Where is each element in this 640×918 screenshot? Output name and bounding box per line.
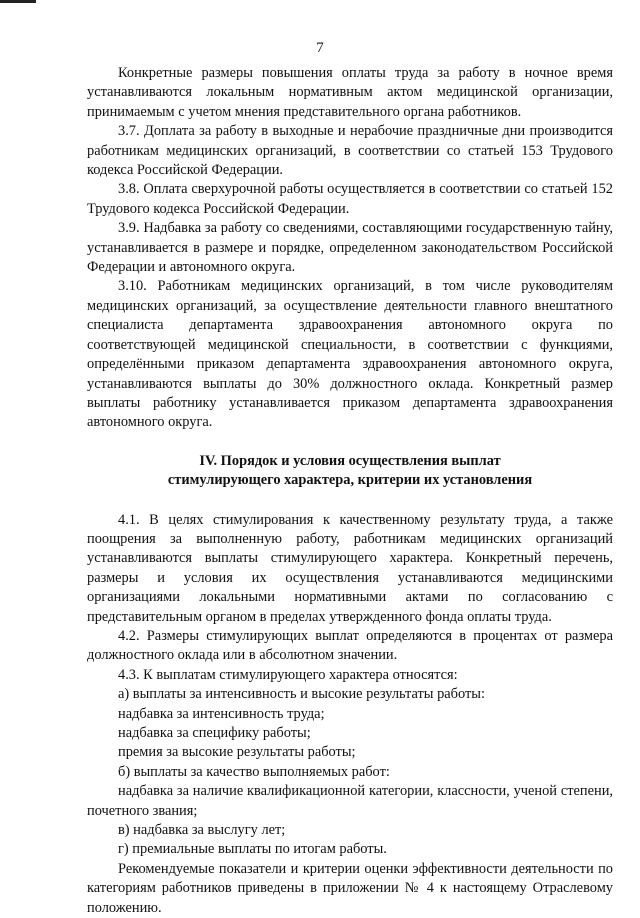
paragraph-3-9: 3.9. Надбавка за работу со сведениями, составляющими государственную тайну, устанавливается в размере и порядке, определенном законодательством Российской Федерации и автономного округа. xyxy=(87,220,613,276)
list-subitem-bonus: премия за высокие результаты работы; xyxy=(118,744,356,761)
section-heading-line2: стимулирующего характера, критерии их установления xyxy=(167,472,533,489)
list-item-g: г) премиальные выплаты по итогам работы. xyxy=(118,841,387,858)
paragraph-4-1: 4.1. В целях стимулирования к качественному результату труда, а также поощрения за выполненную работу, работникам медицинских организаций устанавливаются выплаты стимулирующего характера. Конкретный перечень, размеры и условия их осуществления устанавливаются медицинскими организациями локальными нормативными актами по согласованию с представительным органом в пределах утвержденного фонда оплаты труда. xyxy=(87,511,613,625)
list-subitem-qualification: надбавка за наличие квалификационной категории, классности, ученой степени, почетного звания; xyxy=(87,783,613,819)
paragraph-4-2: 4.2. Размеры стимулирующих выплат определяются в процентах от размера должностного оклада или в абсолютном значении. xyxy=(87,627,613,664)
list-subitem-specifics: надбавка за специфику работы; xyxy=(118,725,311,741)
section-heading xyxy=(87,452,613,491)
section-heading-line1: IV. Порядок и условия осуществления выплат xyxy=(199,452,501,469)
page-number: 7 xyxy=(316,40,324,56)
paragraph-night-work-pay: Конкретные размеры повышения оплаты труда за работу в ночное время устанавливаются локальным нормативным актом медицинской организации, принимаемым с учетом мнения представительного органа работников. xyxy=(87,65,613,120)
paragraph-4-3: 4.3. К выплатам стимулирующего характера относятся: xyxy=(118,666,458,683)
list-item-a: а) выплаты за интенсивность и высокие результаты работы: xyxy=(118,686,485,703)
paragraph-3-7: 3.7. Доплата за работу в выходные и нерабочие праздничные дни производится работникам медицинских организаций, в соответствии со статьей 153 Трудового кодекса Российской Федерации. xyxy=(87,123,613,179)
paragraph-3-10: 3.10. Работникам медицинских организаций, в том числе руководителям медицинских организаций, за осуществление деятельности главного внештатного специалиста департамента здравоохранения автономного округа по соответствующей медицинской специальности, в соответствии с функциями, определёнными приказом департамента здравоохранения автономного округа, устанавливаются выплаты до 30% должностного оклада. Конкретный размер выплаты работнику устанавливается приказом департамента здравоохранения автономного округа. xyxy=(87,278,613,431)
scan-corner-mark xyxy=(0,0,36,3)
paragraph-3-8: 3.8. Оплата сверхурочной работы осуществляется в соответствии со статьей 152 Трудового кодекса Российской Федерации. xyxy=(87,181,613,217)
document-body xyxy=(87,64,613,918)
list-item-v: в) надбавка за выслугу лет; xyxy=(118,822,286,839)
list-item-b: б) выплаты за качество выполняемых работ: xyxy=(118,763,390,780)
list-subitem-intensity: надбавка за интенсивность труда; xyxy=(118,705,325,722)
paragraph-recommendations: Рекомендуемые показатели и критерии оценки эффективности деятельности по категориям работников приведены в приложении № 4 к настоящему Отраслевому положению. xyxy=(87,860,613,916)
